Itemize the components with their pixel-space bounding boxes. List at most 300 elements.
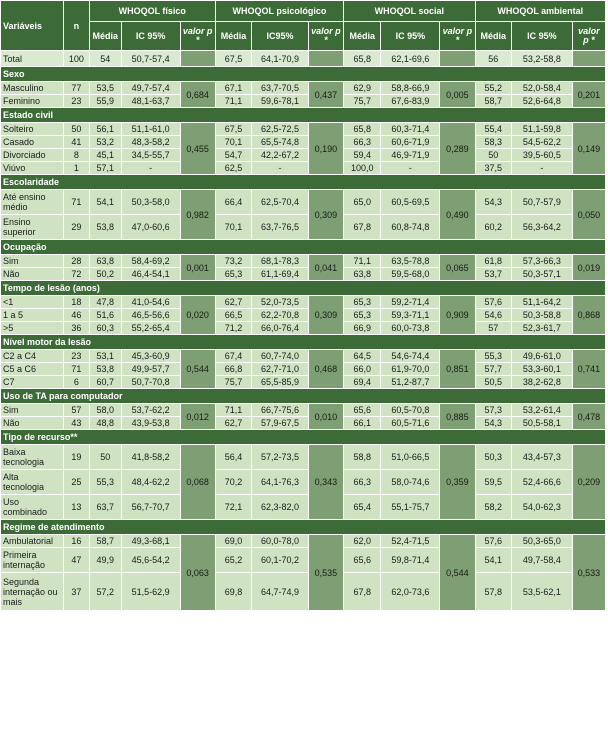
cell-media: 69,8 — [215, 573, 251, 611]
cell-media: 62,0 — [344, 535, 381, 548]
cell-ic95: 48,3-58,2 — [121, 136, 180, 149]
cell-ic95: 60,5-71,6 — [381, 417, 440, 430]
header-whoqol-social: WHOQOL social — [344, 1, 475, 22]
cell-ic95: 61,1-69,4 — [252, 268, 309, 281]
cell-ic95: 34,5-55,7 — [121, 149, 180, 162]
row-label: Ensino superior — [1, 215, 64, 240]
table-row — [1, 404, 606, 417]
cell-ic95: 60,0-78,0 — [252, 535, 309, 548]
cell-p-value: 0,684 — [180, 82, 215, 108]
cell-ic95: 63,7-76,5 — [252, 215, 309, 240]
section-title: Tempo de lesão (anos) — [1, 281, 606, 296]
cell-media: 54,7 — [215, 149, 251, 162]
cell-ic95: 51,1-64,2 — [511, 296, 572, 309]
cell-media: 61,8 — [475, 255, 511, 268]
table-row — [1, 350, 606, 363]
header-media: Média — [89, 22, 121, 51]
cell-media: 53,1 — [89, 350, 121, 363]
row-n: 8 — [64, 149, 90, 162]
cell-ic95: 54,0-62,3 — [511, 495, 572, 520]
cell-ic95: 50,3-65,0 — [511, 535, 572, 548]
section-title: Sexo — [1, 67, 606, 82]
cell-media: 54,6 — [475, 309, 511, 322]
total-p-value — [440, 51, 475, 67]
cell-ic95: 60,6-71,9 — [381, 136, 440, 149]
row-label: Segunda internação ou mais — [1, 573, 64, 611]
row-label: Divorciado — [1, 149, 64, 162]
total-label: Total — [1, 51, 64, 67]
cell-media: 63,7 — [89, 495, 121, 520]
total-n: 100 — [64, 51, 90, 67]
total-value: 65,8 — [344, 51, 381, 67]
cell-media: 62,9 — [344, 82, 381, 95]
cell-ic95: 45,6-54,2 — [121, 548, 180, 573]
cell-ic95: 57,2-73,5 — [252, 445, 309, 470]
row-label: Viúvo — [1, 162, 64, 175]
row-label: Primeira internação — [1, 548, 64, 573]
cell-ic95: 59,3-71,1 — [381, 309, 440, 322]
section-header-row — [1, 240, 606, 255]
cell-p-value: 0,741 — [572, 350, 605, 389]
header-variables: Variáveis — [1, 1, 64, 51]
row-n: 43 — [64, 417, 90, 430]
cell-ic95: 51,2-87,7 — [381, 376, 440, 389]
cell-media: 57,6 — [475, 296, 511, 309]
cell-media: 54,3 — [475, 190, 511, 215]
cell-media: 58,3 — [475, 136, 511, 149]
cell-media: 53,7 — [475, 268, 511, 281]
cell-p-value: 0,201 — [572, 82, 605, 108]
cell-media: 66,4 — [215, 190, 251, 215]
cell-media: 56,1 — [89, 123, 121, 136]
cell-media: 59,4 — [344, 149, 381, 162]
row-n: 16 — [64, 535, 90, 548]
cell-p-value: 0,478 — [572, 404, 605, 430]
cell-ic95: 51,1-59,8 — [511, 123, 572, 136]
cell-ic95: 64,1-76,3 — [252, 470, 309, 495]
cell-media: 50 — [475, 149, 511, 162]
cell-ic95: 42,2-67,2 — [252, 149, 309, 162]
cell-media: 67,8 — [344, 215, 381, 240]
section-title: Estado civil — [1, 108, 606, 123]
cell-media: 65,6 — [344, 404, 381, 417]
section-title: Regime de atendimento — [1, 520, 606, 535]
table-row — [1, 136, 606, 149]
row-label: Uso combinado — [1, 495, 64, 520]
header-whoqol-fisico: WHOQOL físico — [89, 1, 215, 22]
row-label: <1 — [1, 296, 64, 309]
table-row — [1, 309, 606, 322]
table-row — [1, 255, 606, 268]
section-header-row — [1, 108, 606, 123]
cell-media: 70,1 — [215, 215, 251, 240]
cell-p-value: 0,209 — [572, 445, 605, 520]
row-label: C2 a C4 — [1, 350, 64, 363]
row-n: 13 — [64, 495, 90, 520]
cell-media: 72,1 — [215, 495, 251, 520]
cell-media: 65,6 — [344, 548, 381, 573]
table-row — [1, 445, 606, 470]
cell-ic95: 43,9-53,8 — [121, 417, 180, 430]
cell-media: 62,7 — [215, 296, 251, 309]
total-value: 53,2-58,8 — [511, 51, 572, 67]
row-n: 18 — [64, 296, 90, 309]
cell-media: 63,8 — [89, 255, 121, 268]
table-row — [1, 162, 606, 175]
cell-media: 55,2 — [475, 82, 511, 95]
cell-media: 67,5 — [215, 123, 251, 136]
cell-media: 66,5 — [215, 309, 251, 322]
cell-ic95: 52,6-64,8 — [511, 95, 572, 108]
row-label: C7 — [1, 376, 64, 389]
cell-p-value: 0,455 — [180, 123, 215, 175]
cell-media: 51,6 — [89, 309, 121, 322]
row-n: 6 — [64, 376, 90, 389]
cell-ic95: 60,8-74,8 — [381, 215, 440, 240]
table-row — [1, 573, 606, 611]
cell-media: 49,9 — [89, 548, 121, 573]
total-value: 56 — [475, 51, 511, 67]
cell-media: 75,7 — [344, 95, 381, 108]
table-row — [1, 322, 606, 335]
cell-ic95: 58,8-66,9 — [381, 82, 440, 95]
cell-ic95: 41,8-58,2 — [121, 445, 180, 470]
total-row — [1, 51, 606, 67]
cell-ic95: 53,2-61,4 — [511, 404, 572, 417]
row-label: 1 a 5 — [1, 309, 64, 322]
section-title: Escolaridade — [1, 175, 606, 190]
cell-media: 55,9 — [89, 95, 121, 108]
cell-ic95: 60,3-71,4 — [381, 123, 440, 136]
cell-p-value: 0,868 — [572, 296, 605, 335]
cell-media: 65,3 — [215, 268, 251, 281]
cell-media: 66,1 — [344, 417, 381, 430]
section-header-row — [1, 389, 606, 404]
cell-media: 65,3 — [344, 296, 381, 309]
cell-ic95: 58,0-74,6 — [381, 470, 440, 495]
row-n: 37 — [64, 573, 90, 611]
cell-ic95: 63,5-78,8 — [381, 255, 440, 268]
table-row — [1, 376, 606, 389]
cell-media: 66,9 — [344, 322, 381, 335]
row-label: Casado — [1, 136, 64, 149]
cell-media: 67,1 — [215, 82, 251, 95]
row-n: 47 — [64, 548, 90, 573]
row-n: 72 — [64, 268, 90, 281]
cell-media: 58,0 — [89, 404, 121, 417]
cell-ic95: 51,5-62,9 — [121, 573, 180, 611]
cell-media: 50,5 — [475, 376, 511, 389]
cell-ic95: - — [381, 162, 440, 175]
cell-media: 73,2 — [215, 255, 251, 268]
header-ic95: IC 95% — [381, 22, 440, 51]
cell-media: 57,8 — [475, 573, 511, 611]
cell-ic95: 56,3-64,2 — [511, 215, 572, 240]
cell-ic95: 53,7-62,2 — [121, 404, 180, 417]
cell-p-value: 0,885 — [440, 404, 475, 430]
cell-p-value: 0,309 — [308, 296, 343, 335]
cell-media: 57,6 — [475, 535, 511, 548]
header-media: Média — [215, 22, 251, 51]
cell-media: 50 — [89, 445, 121, 470]
cell-ic95: 54,5-62,2 — [511, 136, 572, 149]
cell-media: 60,3 — [89, 322, 121, 335]
row-n: 1 — [64, 162, 90, 175]
header-valor-p: valor p * — [440, 22, 475, 51]
cell-ic95: - — [511, 162, 572, 175]
cell-ic95: 62,2-70,8 — [252, 309, 309, 322]
cell-p-value: 0,068 — [180, 445, 215, 520]
cell-ic95: 68,1-78,3 — [252, 255, 309, 268]
cell-ic95: 63,7-70,5 — [252, 82, 309, 95]
cell-p-value: 0,437 — [308, 82, 343, 108]
cell-ic95: 50,3-57,1 — [511, 268, 572, 281]
total-value: 62,1-69,6 — [381, 51, 440, 67]
cell-media: 45,1 — [89, 149, 121, 162]
cell-media: 69,0 — [215, 535, 251, 548]
cell-ic95: 53,5-62,1 — [511, 573, 572, 611]
cell-media: 58,2 — [475, 495, 511, 520]
cell-media: 71,1 — [215, 404, 251, 417]
row-n: 46 — [64, 309, 90, 322]
cell-ic95: 57,3-66,3 — [511, 255, 572, 268]
cell-p-value: 0,149 — [572, 123, 605, 175]
cell-media: 60,2 — [475, 215, 511, 240]
cell-media: 54,1 — [475, 548, 511, 573]
header-ic95: IC95% — [252, 22, 309, 51]
cell-ic95: 51,0-66,5 — [381, 445, 440, 470]
cell-media: 70,1 — [215, 136, 251, 149]
row-n: 28 — [64, 255, 90, 268]
cell-p-value: 0,005 — [440, 82, 475, 108]
cell-ic95: 39,5-60,5 — [511, 149, 572, 162]
cell-media: 65,3 — [344, 309, 381, 322]
cell-p-value: 0,544 — [180, 350, 215, 389]
table-row — [1, 82, 606, 95]
cell-ic95: 59,5-68,0 — [381, 268, 440, 281]
cell-media: 50,3 — [475, 445, 511, 470]
cell-ic95: - — [121, 162, 180, 175]
row-label: >5 — [1, 322, 64, 335]
cell-media: 54,3 — [475, 417, 511, 430]
cell-p-value: 0,851 — [440, 350, 475, 389]
table-row — [1, 535, 606, 548]
table-row — [1, 95, 606, 108]
header-ic95: IC 95% — [511, 22, 572, 51]
section-title: Tipo de recurso** — [1, 430, 606, 445]
cell-p-value: 0,544 — [440, 535, 475, 611]
table-row — [1, 215, 606, 240]
cell-p-value: 0,982 — [180, 190, 215, 240]
cell-media: 65,2 — [215, 548, 251, 573]
cell-ic95: 48,1-63,7 — [121, 95, 180, 108]
cell-p-value: 0,010 — [308, 404, 343, 430]
cell-p-value: 0,289 — [440, 123, 475, 175]
cell-media: 75,7 — [215, 376, 251, 389]
section-header-row — [1, 335, 606, 350]
cell-media: 66,3 — [344, 470, 381, 495]
section-header-row — [1, 67, 606, 82]
row-n: 50 — [64, 123, 90, 136]
header-media: Média — [475, 22, 511, 51]
cell-p-value: 0,535 — [308, 535, 343, 611]
row-n: 77 — [64, 82, 90, 95]
cell-ic95: 58,4-69,2 — [121, 255, 180, 268]
cell-media: 66,3 — [344, 136, 381, 149]
row-n: 23 — [64, 350, 90, 363]
cell-media: 55,3 — [475, 350, 511, 363]
cell-media: 71,1 — [215, 95, 251, 108]
cell-ic95: 60,0-73,8 — [381, 322, 440, 335]
cell-media: 69,4 — [344, 376, 381, 389]
cell-media: 50,2 — [89, 268, 121, 281]
cell-media: 37,5 — [475, 162, 511, 175]
cell-ic95: 47,0-60,6 — [121, 215, 180, 240]
table-row — [1, 123, 606, 136]
row-n: 57 — [64, 404, 90, 417]
cell-p-value: 0,050 — [572, 190, 605, 240]
cell-p-value: 0,490 — [440, 190, 475, 240]
cell-ic95: 46,9-71,9 — [381, 149, 440, 162]
cell-ic95: 62,5-70,4 — [252, 190, 309, 215]
row-label: Masculino — [1, 82, 64, 95]
cell-media: 60,7 — [89, 376, 121, 389]
cell-media: 53,8 — [89, 363, 121, 376]
cell-ic95: 45,3-60,9 — [121, 350, 180, 363]
cell-ic95: 50,7-70,8 — [121, 376, 180, 389]
cell-ic95: - — [252, 162, 309, 175]
cell-media: 71,1 — [344, 255, 381, 268]
cell-ic95: 53,3-60,1 — [511, 363, 572, 376]
cell-ic95: 62,5-72,5 — [252, 123, 309, 136]
row-label: Não — [1, 417, 64, 430]
total-value: 50,7-57,4 — [121, 51, 180, 67]
cell-media: 56,4 — [215, 445, 251, 470]
cell-ic95: 43,4-57,3 — [511, 445, 572, 470]
cell-ic95: 52,4-71,5 — [381, 535, 440, 548]
cell-ic95: 48,4-62,2 — [121, 470, 180, 495]
section-header-row — [1, 430, 606, 445]
cell-media: 71,2 — [215, 322, 251, 335]
cell-media: 65,4 — [344, 495, 381, 520]
cell-ic95: 55,1-75,7 — [381, 495, 440, 520]
row-label: Não — [1, 268, 64, 281]
cell-ic95: 52,3-61,7 — [511, 322, 572, 335]
header-whoqol-ambiental: WHOQOL ambiental — [475, 1, 605, 22]
cell-media: 55,4 — [475, 123, 511, 136]
row-n: 23 — [64, 95, 90, 108]
cell-ic95: 60,1-70,2 — [252, 548, 309, 573]
cell-ic95: 52,4-66,6 — [511, 470, 572, 495]
row-label: Ambulatorial — [1, 535, 64, 548]
cell-ic95: 46,5-56,6 — [121, 309, 180, 322]
cell-media: 47,8 — [89, 296, 121, 309]
cell-media: 55,3 — [89, 470, 121, 495]
cell-media: 67,8 — [344, 573, 381, 611]
cell-p-value: 0,909 — [440, 296, 475, 335]
row-n: 41 — [64, 136, 90, 149]
row-n: 19 — [64, 445, 90, 470]
cell-media: 65,0 — [344, 190, 381, 215]
cell-ic95: 50,7-57,9 — [511, 190, 572, 215]
cell-ic95: 65,5-85,9 — [252, 376, 309, 389]
cell-media: 57,1 — [89, 162, 121, 175]
cell-ic95: 60,5-69,5 — [381, 190, 440, 215]
cell-ic95: 52,0-58,4 — [511, 82, 572, 95]
section-title: Ocupação — [1, 240, 606, 255]
cell-p-value: 0,020 — [180, 296, 215, 335]
cell-p-value: 0,012 — [180, 404, 215, 430]
table-row — [1, 268, 606, 281]
cell-ic95: 62,0-73,6 — [381, 573, 440, 611]
section-header-row — [1, 520, 606, 535]
cell-media: 62,5 — [215, 162, 251, 175]
cell-ic95: 49,9-57,7 — [121, 363, 180, 376]
row-label: Feminino — [1, 95, 64, 108]
cell-media: 59,5 — [475, 470, 511, 495]
section-title: Nível motor da lesão — [1, 335, 606, 350]
row-n: 71 — [64, 363, 90, 376]
cell-ic95: 66,7-75,6 — [252, 404, 309, 417]
cell-media: 64,5 — [344, 350, 381, 363]
header-n: n — [64, 1, 90, 51]
row-n: 71 — [64, 190, 90, 215]
table-row — [1, 190, 606, 215]
row-label: Solteiro — [1, 123, 64, 136]
cell-media: 57,2 — [89, 573, 121, 611]
cell-media: 70,2 — [215, 470, 251, 495]
cell-media: 58,8 — [344, 445, 381, 470]
cell-media: 48,8 — [89, 417, 121, 430]
cell-ic95: 49,7-57,4 — [121, 82, 180, 95]
cell-media: 63,8 — [344, 268, 381, 281]
row-n: 36 — [64, 322, 90, 335]
table-row — [1, 548, 606, 573]
total-p-value — [180, 51, 215, 67]
cell-media: 58,7 — [89, 535, 121, 548]
cell-p-value: 0,309 — [308, 190, 343, 240]
cell-ic95: 49,7-58,4 — [511, 548, 572, 573]
cell-ic95: 38,2-62,8 — [511, 376, 572, 389]
cell-media: 53,2 — [89, 136, 121, 149]
cell-p-value: 0,533 — [572, 535, 605, 611]
cell-ic95: 66,0-76,4 — [252, 322, 309, 335]
cell-ic95: 49,3-68,1 — [121, 535, 180, 548]
row-label: C5 a C6 — [1, 363, 64, 376]
total-p-value — [572, 51, 605, 67]
cell-ic95: 49,6-61,0 — [511, 350, 572, 363]
cell-ic95: 62,7-71,0 — [252, 363, 309, 376]
cell-ic95: 60,7-74,0 — [252, 350, 309, 363]
header-ic95: IC 95% — [121, 22, 180, 51]
section-header-row — [1, 175, 606, 190]
cell-ic95: 50,5-58,1 — [511, 417, 572, 430]
row-label: Sim — [1, 255, 64, 268]
cell-media: 66,0 — [344, 363, 381, 376]
cell-ic95: 65,5-74,8 — [252, 136, 309, 149]
header-valor-p: valor p * — [180, 22, 215, 51]
cell-ic95: 64,7-74,9 — [252, 573, 309, 611]
cell-ic95: 52,0-73,5 — [252, 296, 309, 309]
cell-media: 53,8 — [89, 215, 121, 240]
cell-media: 58,7 — [475, 95, 511, 108]
row-n: 25 — [64, 470, 90, 495]
row-label: Alta tecnologia — [1, 470, 64, 495]
cell-media: 54,1 — [89, 190, 121, 215]
cell-p-value: 0,343 — [308, 445, 343, 520]
cell-media: 100,0 — [344, 162, 381, 175]
cell-ic95: 67,6-83,9 — [381, 95, 440, 108]
